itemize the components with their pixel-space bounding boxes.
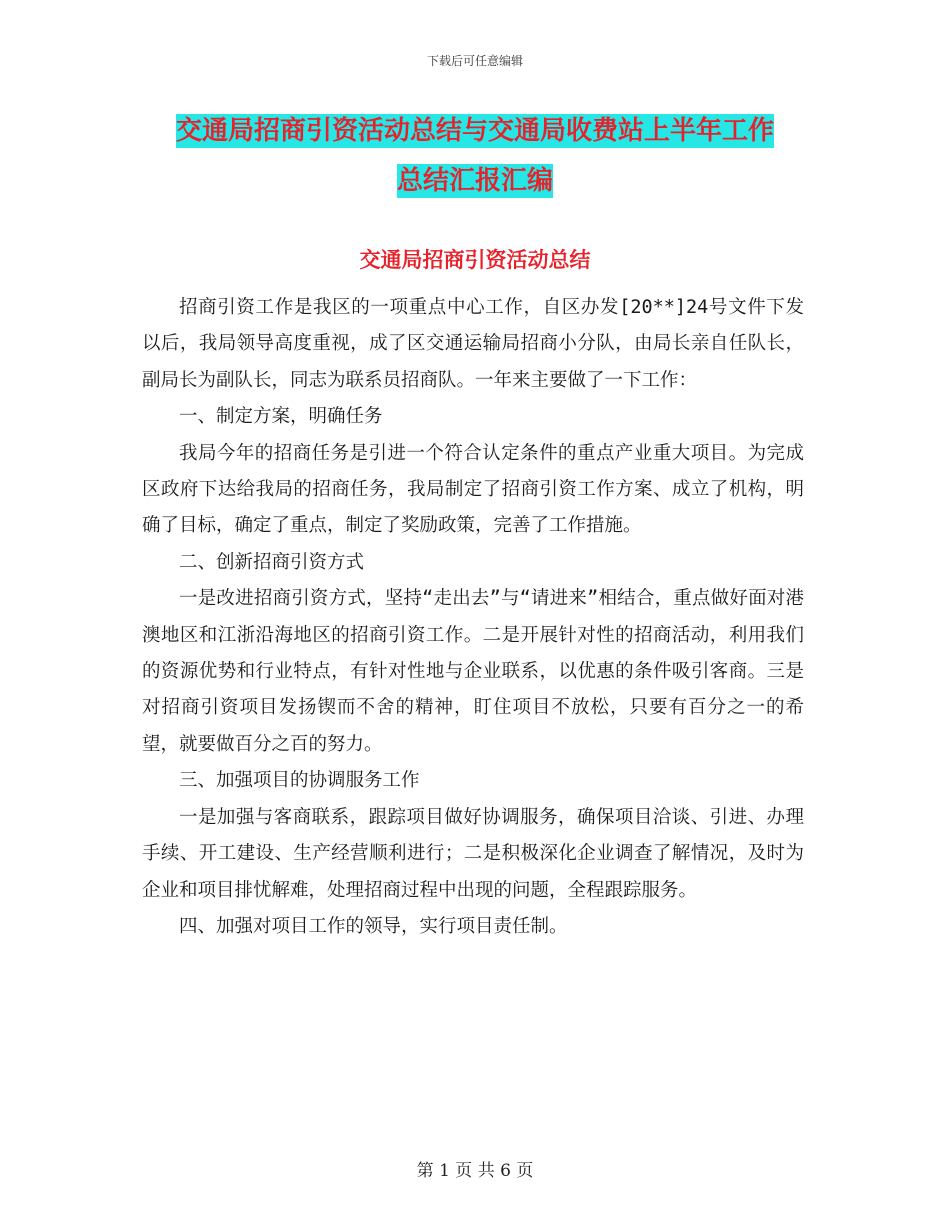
document-title-line-1: 交通局招商引资活动总结与交通局收费站上半年工作 (175, 116, 774, 146)
paragraph-intro: 招商引资工作是我区的一项重点中心工作，自区办发[20**]24号文件下发以后，我局领导高度重视，成了区交通运输局招商小分队，由局长亲自任队长，副局长为副队长，同志为联系员招商队。一年来主要做了一下工作： (142, 297, 804, 391)
heading-innovation: 二、创新招商引资方式 (179, 551, 365, 573)
paragraph-plan-tasks: 我局今年的招商任务是引进一个符合认定条件的重点产业重大项目。为完成区政府下达给我局的招商任务，我局制定了招商引资工作方案、成立了机构，明确了目标，确定了重点，制定了奖励政策，完善了工作措施。 (142, 442, 804, 537)
document-title-line-2: 总结汇报汇编 (396, 166, 553, 196)
page-header-note: 下载后可任意编辑 (426, 54, 523, 68)
paragraph-innovation: 一是改进招商引资方式，坚持“走出去”与“请进来”相结合，重点做好面对港澳地区和江浙沿海地区的招商引资工作。二是开展针对性的招商活动，利用我们的资源优势和行业特点，有针对性地与企业联系，以优惠的条件吸引客商。三是对招商引资项目发扬锲而不舍的精神，盯住项目不放松，只要有百分之一的希望，就要做百分之百的努力。 (142, 588, 804, 755)
document-title (140, 106, 810, 206)
heading-plan-tasks: 一、制定方案，明确任务 (179, 406, 383, 428)
document-body (142, 290, 804, 945)
heading-coordination: 三、加强项目的协调服务工作 (179, 770, 420, 792)
paragraph-coordination: 一是加强与客商联系，跟踪项目做好协调服务，确保项目洽谈、引进、办理手续、开工建设、生产经营顺利进行；二是积极深化企业调查了解情况，及时为企业和项目排忧解难，处理招商过程中出现的问题，全程跟踪服务。 (142, 806, 804, 901)
section-title: 交通局招商引资活动总结 (359, 248, 591, 272)
heading-leadership: 四、加强对项目工作的领导，实行项目责任制。 (179, 915, 568, 937)
page-number: 第 1 页 共 6 页 (416, 1161, 534, 1181)
